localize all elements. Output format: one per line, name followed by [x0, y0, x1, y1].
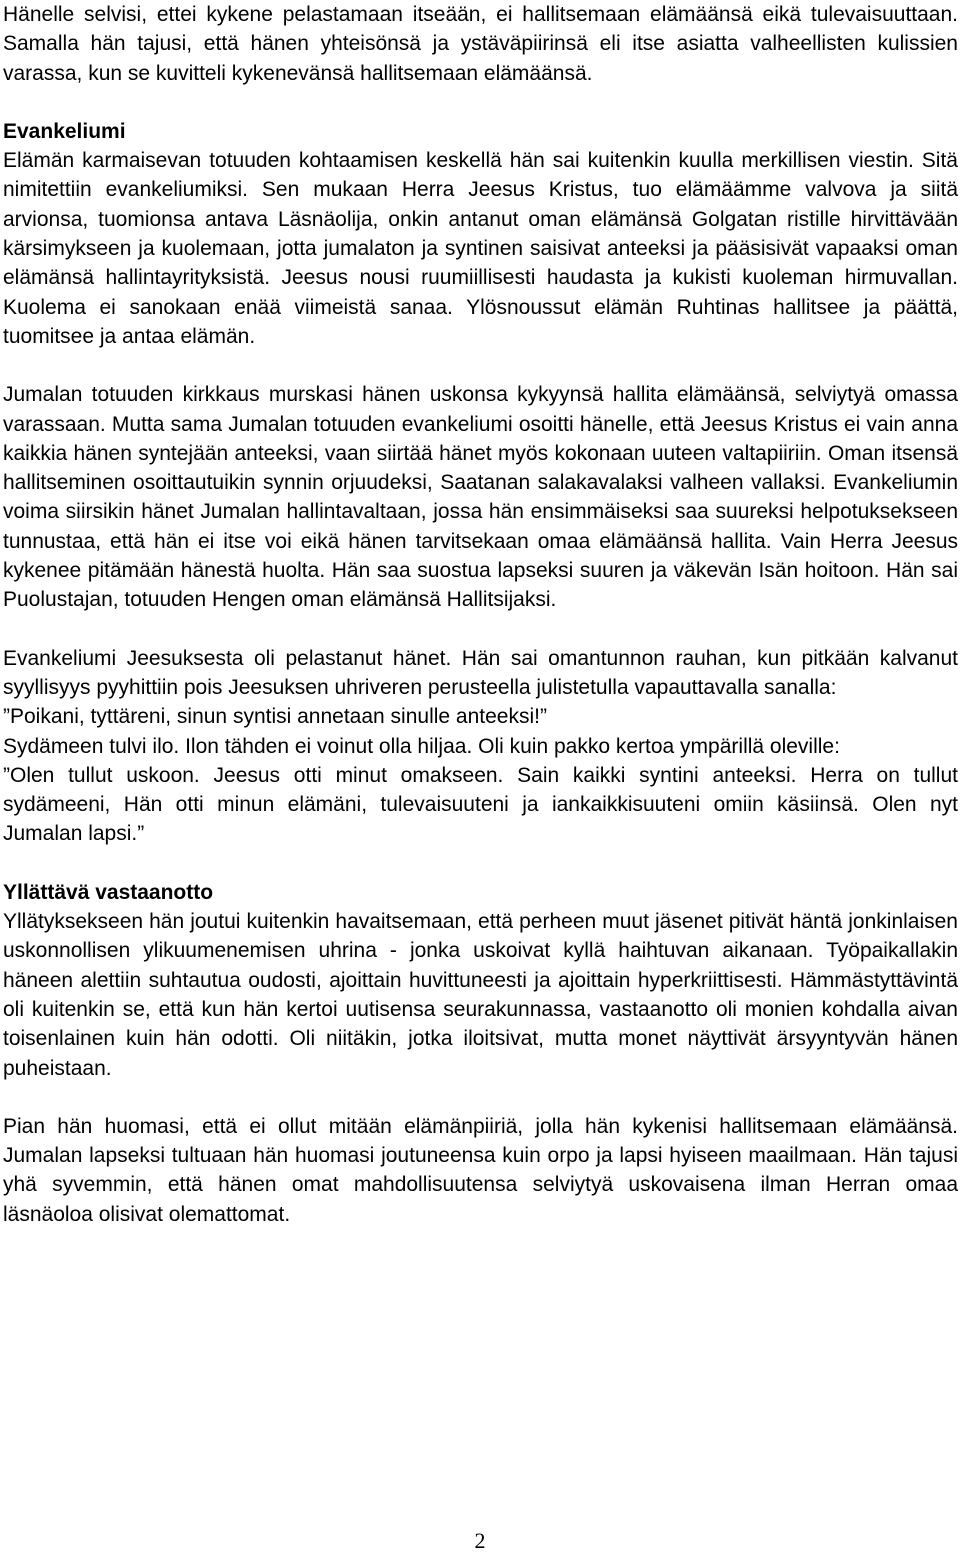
reception-paragraph-1: Yllätyksekseen hän joutui kuitenkin havaitsemaan, että perheen muut jäsenet pitivät häntä jonkinlaisen uskonnollisen ylikuumenemisen uhrina - jonka uskoivat kyllä haihtuvan aikanaan. Työpaikallakin häneen alettiin suhtautua oudosti, ajoittain huvittuneesti ja ajoittain hyperkriittisesti. Hämmästyttävintä oli kuitenkin se, että kun hän kertoi uutisensa seurakunnassa, vastaanotto oli monien kohdalla aivan toisenlainen kuin hän odotti. Oli niitäkin, jotka iloitsivat, mutta monet näyttivät ärsyyntyvän hänen puheistaan. — [3, 910, 958, 1080]
forgiveness-quote: ”Poikani, tyttäreni, sinun syntisi annetaan sinulle anteeksi!” — [3, 705, 547, 729]
paragraph-spacer — [3, 849, 958, 878]
paragraph-spacer — [3, 88, 958, 117]
paragraph-spacer — [3, 1083, 958, 1112]
page-number: 2 — [474, 1528, 486, 1553]
section-heading-gospel: Evankeliumi — [3, 119, 126, 143]
paragraph-spacer — [3, 351, 958, 380]
section-heading-reception: Yllättävä vastaanotto — [3, 880, 214, 904]
gospel-paragraph-2: Jumalan totuuden kirkkaus murskasi hänen uskonsa kykyynsä hallita elämäänsä, selviytyä omassa varassaan. Mutta sama Jumalan totuuden evankeliumi osoitti hänelle, että Jeesus Kristus ei vain anna kaikkia hänen syntejään anteeksi, vaan siirtää hänet myös kokonaan uuteen valtapiiriin. Oman itsensä hallitseminen osoittautuikin synnin orjuudeksi, Saatanan salakavalaksi valheen vallaksi. Evankeliumin voima siirsikin hänet Jumalan hallintavaltaan, jossa hän ensimmäiseksi saa suureksi helpotuksekseen tunnustaa, että hän ei itse voi eikä hänen tarvitsekaan omaa elämäänsä hallita. Vain Herra Jeesus kykenee pitämään hänestä huolta. Hän saa suostua lapseksi suuren ja väkevän Isän hoitoon. Hän sai Puolustajan, totuuden Hengen oman elämänsä Hallitsijaksi. — [3, 383, 958, 612]
paragraph-spacer — [3, 615, 958, 644]
gospel-paragraph-1: Elämän karmaisevan totuuden kohtaamisen keskellä hän sai kuitenkin kuulla merkillisen viestin. Sitä nimitettiin evankeliumiksi. Sen mukaan Herra Jeesus Kristus, tuo elämäämme valvova ja siitä arvionsa, tuomionsa antava Läsnäolija, onkin antanut oman elämänsä Golgatan ristille hirvittävään kärsimykseen ja kuolemaan, jotta jumalaton ja syntinen saisivat anteeksi ja pääsisivät vapaaksi oman elämänsä hallintayrityksistä. Jeesus nousi ruumiillisesti haudasta ja kukisti kuoleman hirmuvallan. Kuolema ei sanokaan enää viimeistä sanaa. Ylösnoussut elämän Ruhtinas hallitsee ja päättä, tuomitsee ja antaa elämän. — [3, 149, 958, 348]
intro-paragraph: Hänelle selvisi, ettei kykene pelastamaan itseään, ei hallitsemaan elämäänsä eikä tulevaisuuttaan. Samalla hän tajusi, että hänen yhteisönsä ja ystäväpiirinsä eli itse asiatta valheellisten kulissien varassa, kun se kuvitteli kykenevänsä hallitsemaan elämäänsä. — [3, 3, 958, 85]
testimony-quote: ”Olen tullut uskoon. Jeesus otti minut omakseen. Sain kaikki syntini anteeksi. Herra on tullut sydämeeni, Hän otti minun elämäni, tulevaisuuteni ja iankaikkisuuteni omiin käsiinsä. Olen nyt Jumalan lapsi.” — [3, 763, 958, 846]
document-page — [3, 0, 958, 1229]
gospel-paragraph-4: Sydämeen tulvi ilo. Ilon tähden ei voinut olla hiljaa. Oli kuin pakko kertoa ympärillä oleville: — [3, 734, 840, 758]
gospel-paragraph-3: Evankeliumi Jeesuksesta oli pelastanut hänet. Hän sai omantunnon rauhan, kun pitkään kalvanut syyllisyys pyyhittiin pois Jeesuksen uhriveren perusteella julistetulla vapauttavalla sanalla: — [3, 646, 958, 699]
reception-paragraph-2: Pian hän huomasi, että ei ollut mitään elämänpiiriä, jolla hän kykenisi hallitsemaan elämäänsä. Jumalan lapseksi tultuaan hän huomasi joutuneensa kuin orpo ja lapsi hyiseen maailmaan. Hän tajusi yhä syvemmin, että hänen omat mahdollisuutensa selviytyä uskovaisena ilman Herran omaa läsnäoloa olisivat olemattomat. — [3, 1114, 958, 1226]
